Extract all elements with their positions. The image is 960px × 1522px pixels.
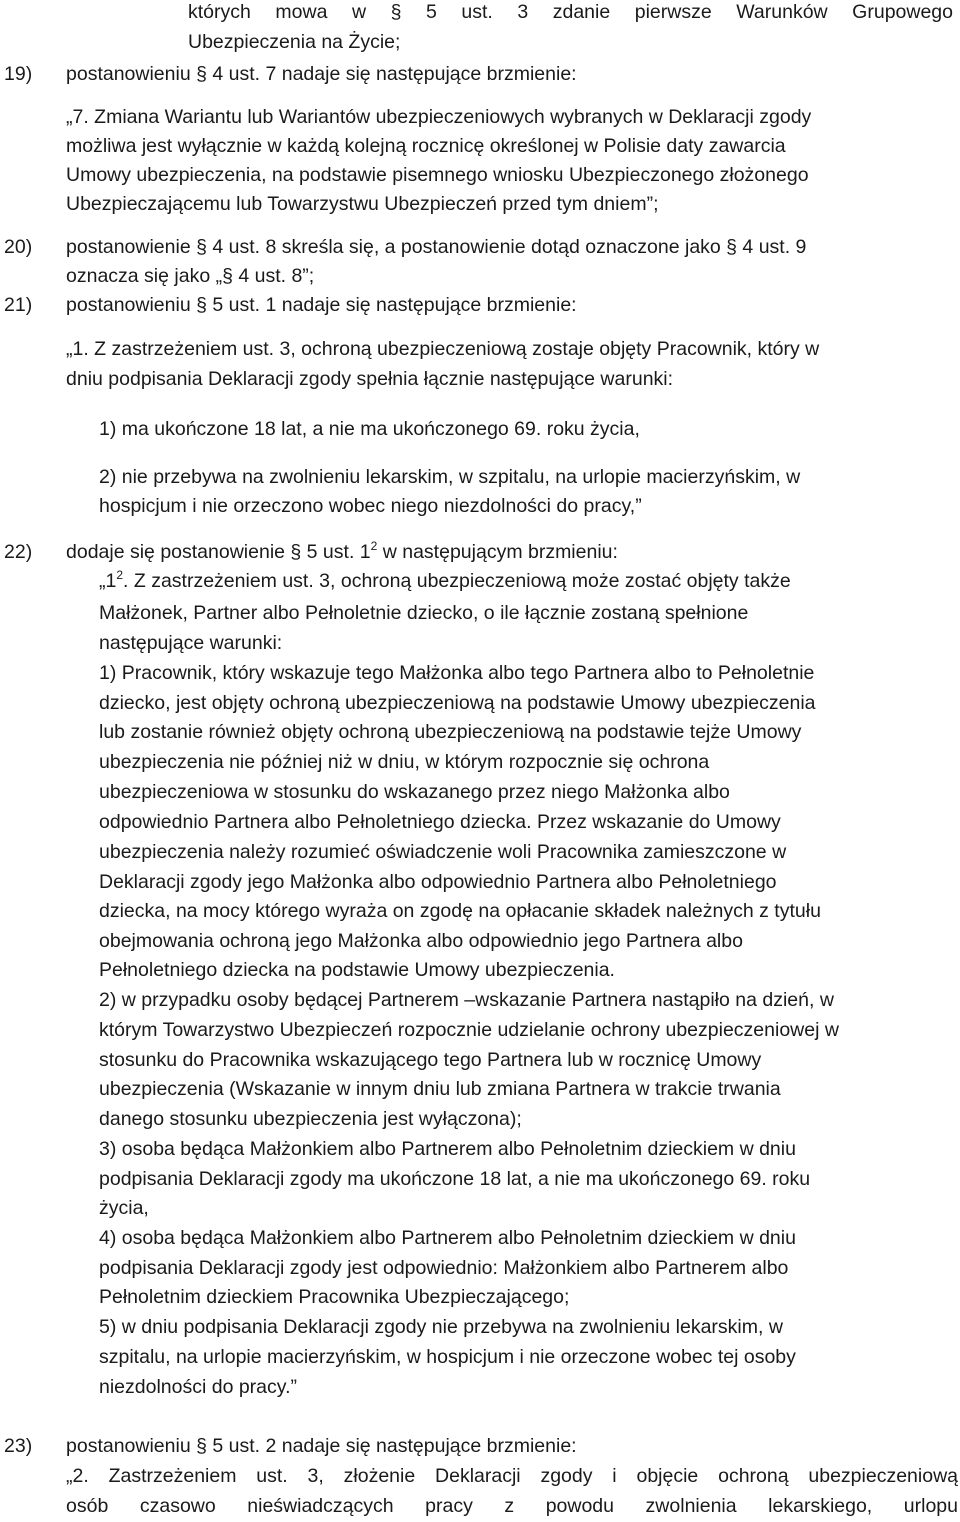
condition-line: 1) ma ukończone 18 lat, a nie ma ukończonego 69. roku życia, xyxy=(99,418,640,440)
text-line: ubezpieczenia nie później niż w dniu, w którym rozpocznie się ochrona xyxy=(99,751,710,773)
text-line: szpitalu, na urlopie macierzyńskim, w hospicjum i nie orzeczone wobec tej osoby xyxy=(99,1346,796,1368)
list-number: 21) xyxy=(4,294,33,316)
quoted-line: Umowy ubezpieczenia, na podstawie pisemnego wniosku Ubezpieczonego złożonego xyxy=(66,164,809,186)
text-line: Ubezpieczenia na Życie; xyxy=(188,31,401,53)
list-item-heading: dodaje się postanowienie § 5 ust. $1^2$ w następującym brzmieniu: xyxy=(66,539,618,563)
text-line: dziecka, na mocy którego wyraża on zgodę na opłacanie składek należnych z tytułu xyxy=(99,900,821,922)
quoted-line: Ubezpieczającemu lub Towarzystwu Ubezpieczeń przed tym dniem”; xyxy=(66,193,659,215)
list-item-heading: postanowieniu § 4 ust. 7 nadaje się następujące brzmienie: xyxy=(66,63,577,85)
list-number: 20) xyxy=(4,236,33,258)
list-number: 23) xyxy=(4,1435,33,1457)
text-line: ubezpieczenia należy rozumieć oświadczenie woli Pracownika zamieszczone w xyxy=(99,841,787,863)
quoted-line: „1. Z zastrzeżeniem ust. 3, ochroną ubezpieczeniową zostaje objęty Pracownik, który w xyxy=(66,338,820,360)
text-line: podpisania Deklaracji zgody ma ukończone 18 lat, a nie ma ukończonego 69. roku xyxy=(99,1168,811,1190)
text-line: postanowienie § 4 ust. 8 skreśla się, a postanowienie dotąd oznaczone jako § 4 ust. 9 xyxy=(66,236,807,258)
text-line: następujące warunki: xyxy=(99,632,283,654)
condition-line: hospicjum i nie orzeczono wobec niego niezdolności do pracy,” xyxy=(99,495,642,517)
list-number: 19) xyxy=(4,63,33,85)
quoted-line: „7. Zmiana Wariantu lub Wariantów ubezpieczeniowych wybranych w Deklaracji zgody xyxy=(66,106,812,128)
text-line: Deklaracji zgody jego Małżonka albo odpowiednio Partnera albo Pełnoletniego xyxy=(99,871,777,893)
text-line: 1) Pracownik, który wskazuje tego Małżonka albo tego Partnera albo to Pełnoletnie xyxy=(99,662,815,684)
text-line: których mowa w § 5 ust. 3 zdanie pierwsze Warunków Grupowego xyxy=(188,1,953,23)
list-item-heading: postanowieniu § 5 ust. 2 nadaje się następujące brzmienie: xyxy=(66,1435,577,1457)
text-line: podpisania Deklaracji zgody jest odpowiednio: Małżonkiem albo Partnerem albo xyxy=(99,1257,789,1279)
text-line: oznacza się jako „§ 4 ust. 8”; xyxy=(66,265,315,287)
text-line: życia, xyxy=(99,1197,149,1219)
text-line: ubezpieczeniowa w stosunku do wskazanego przez niego Małżonka albo xyxy=(99,781,730,803)
text-line: odpowiednio Partnera albo Pełnoletniego dziecka. Przez wskazanie do Umowy xyxy=(99,811,781,833)
text-line: 4) osoba będąca Małżonkiem albo Partnerem albo Pełnoletnim dzieckiem w dniu xyxy=(99,1227,796,1249)
text-line: ubezpieczenia (Wskazanie w innym dniu lub zmiana Partnera w trakcie trwania xyxy=(99,1078,781,1100)
quoted-line: $„1^2$. Z zastrzeżeniem ust. 3, ochroną ubezpieczeniową może zostać objęty także xyxy=(99,568,791,592)
list-item-heading: postanowieniu § 5 ust. 1 nadaje się następujące brzmienie: xyxy=(66,294,577,316)
text-line: danego stosunku ubezpieczenia jest wyłączona); xyxy=(99,1108,522,1130)
quoted-line: dniu podpisania Deklaracji zgody spełnia łącznie następujące warunki: xyxy=(66,368,674,390)
text-line: dziecko, jest objęty ochroną ubezpieczeniową na podstawie Umowy ubezpieczenia xyxy=(99,692,816,714)
text-line: stosunku do Pracownika wskazującego tego Partnera lub w rocznicę Umowy xyxy=(99,1049,762,1071)
text-line: Pełnoletnim dzieckiem Pracownika Ubezpieczającego; xyxy=(99,1286,570,1308)
quoted-line: możliwa jest wyłącznie w każdą kolejną rocznicę określonej w Polisie daty zawarcia xyxy=(66,135,786,157)
list-number: 22) xyxy=(4,541,33,563)
text-line: 3) osoba będąca Małżonkiem albo Partnerem albo Pełnoletnim dzieckiem w dniu xyxy=(99,1138,796,1160)
text-line: niezdolności do pracy.” xyxy=(99,1376,297,1398)
text-line: Pełnoletniego dziecka na podstawie Umowy ubezpieczenia. xyxy=(99,959,615,981)
quoted-line: „2. Zastrzeżeniem ust. 3, złożenie Deklaracji zgody i objęcie ochroną ubezpieczeniową xyxy=(66,1465,958,1487)
condition-line: 2) nie przebywa na zwolnieniu lekarskim, w szpitalu, na urlopie macierzyńskim, w xyxy=(99,466,801,488)
text-line: 2) w przypadku osoby będącej Partnerem –wskazanie Partnera nastąpiło na dzień, w xyxy=(99,989,834,1011)
quoted-line: osób czasowo nieświadczących pracy z powodu zwolnienia lekarskiego, urlopu xyxy=(66,1495,958,1517)
text-line: 5) w dniu podpisania Deklaracji zgody nie przebywa na zwolnieniu lekarskim, w xyxy=(99,1316,783,1338)
text-line: którym Towarzystwo Ubezpieczeń rozpocznie udzielanie ochrony ubezpieczeniowej w xyxy=(99,1019,839,1041)
text-line: lub zostanie również objęty ochroną ubezpieczeniową na podstawie tejże Umowy xyxy=(99,721,802,743)
text-line: Małżonek, Partner albo Pełnoletnie dziecko, o ile łącznie zostaną spełnione xyxy=(99,602,749,624)
text-line: obejmowania ochroną jego Małżonka albo odpowiednio jego Partnera albo xyxy=(99,930,743,952)
